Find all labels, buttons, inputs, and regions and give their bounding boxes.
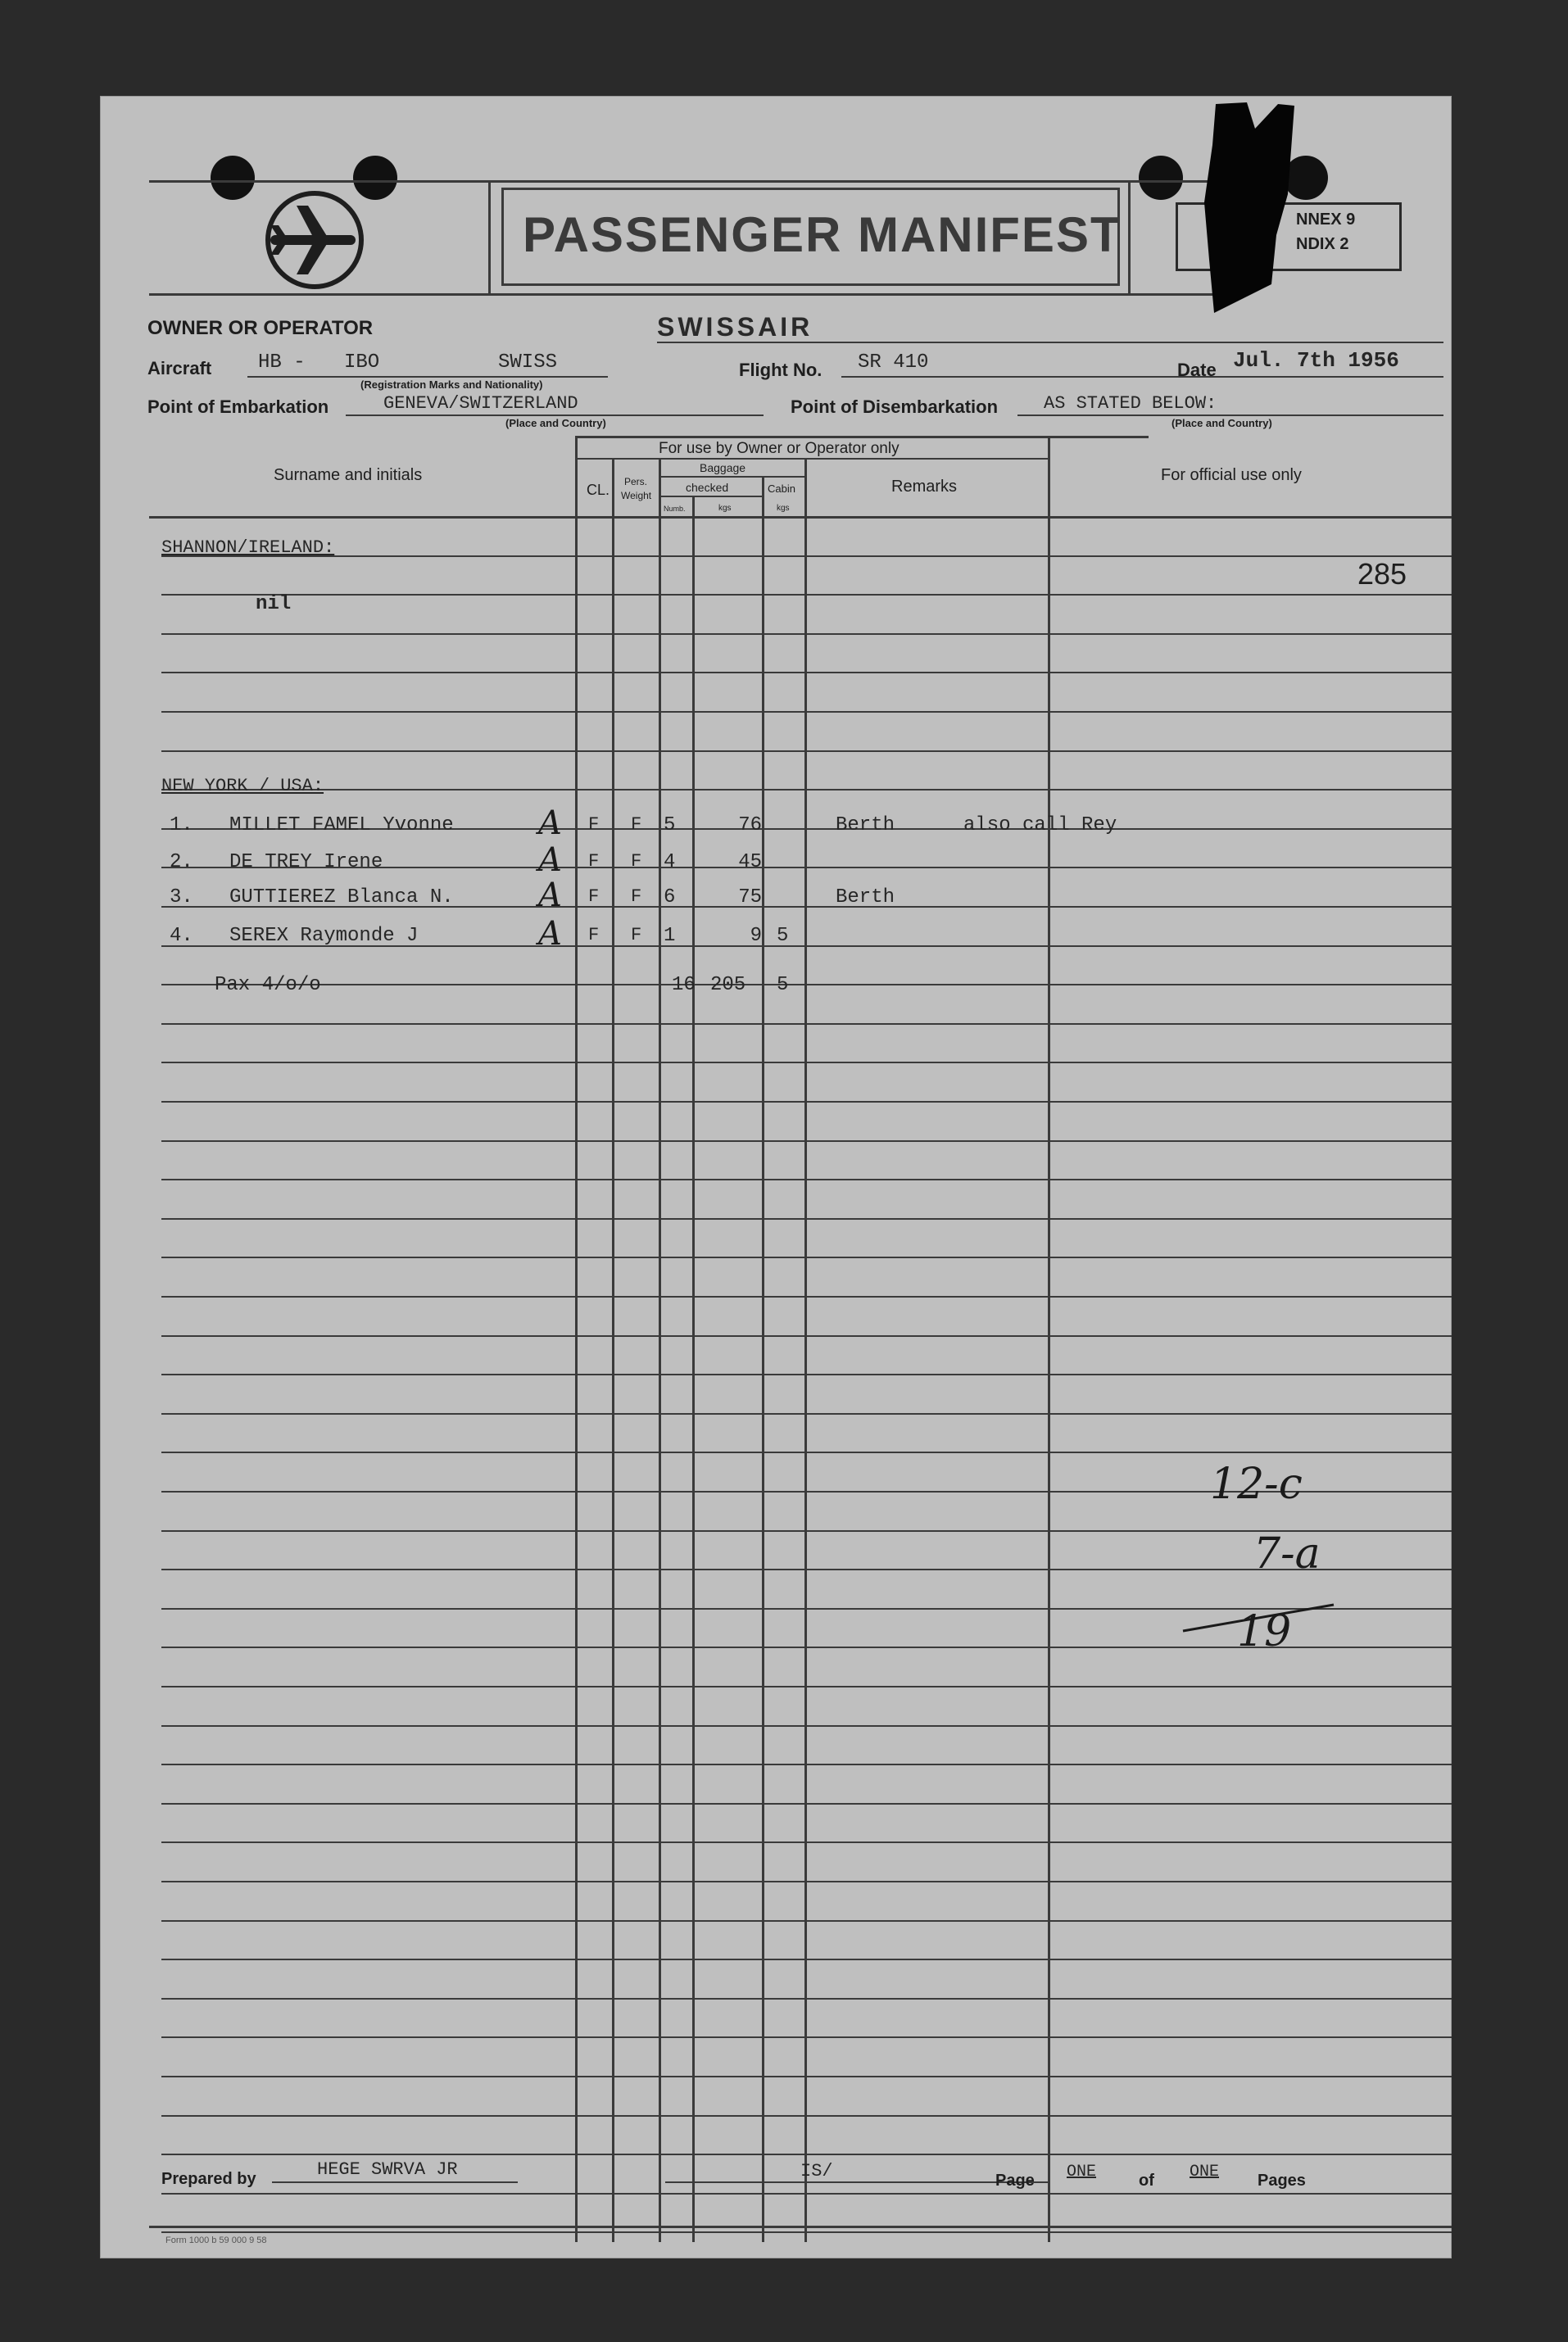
owner-use-sub-rule xyxy=(575,458,1050,460)
ruled-line xyxy=(161,1062,1452,1063)
official-header: For official use only xyxy=(1161,466,1302,484)
official-number: 285 xyxy=(1357,557,1407,591)
pax-number: 3. xyxy=(170,886,193,908)
pax-bag-count: 5 xyxy=(664,814,676,836)
ruled-line xyxy=(161,1335,1452,1337)
pax-official-note: also call Rey xyxy=(963,814,1117,836)
pages-label: Pages xyxy=(1258,2172,1306,2190)
pax-class: F xyxy=(588,925,600,945)
col-line-official xyxy=(1048,436,1050,2242)
ruled-line xyxy=(161,555,1452,557)
remarks-header: Remarks xyxy=(891,478,958,496)
pax-bag-count: 1 xyxy=(664,925,676,947)
aircraft-underline xyxy=(247,376,608,378)
page-value: ONE xyxy=(1067,2163,1097,2181)
initials-value: IS/ xyxy=(800,2161,833,2181)
baggage-header: Baggage xyxy=(700,461,746,474)
totals-kgs: 205 xyxy=(710,974,746,996)
flight-value: SR 410 xyxy=(858,351,929,374)
handwritten-line1: 12-c xyxy=(1210,1460,1303,1509)
ruled-line xyxy=(161,2154,1452,2155)
pax-name: GUTTIEREZ Blanca N. xyxy=(229,886,454,908)
pax-handwritten-mark: A xyxy=(538,841,562,879)
ruled-line xyxy=(161,750,1452,752)
handwritten-total: 19 xyxy=(1237,1607,1292,1656)
ruled-line xyxy=(161,789,1452,790)
aircraft-label: Aircraft xyxy=(147,358,212,378)
ruled-line xyxy=(161,1686,1452,1687)
totals-label: Pax 4/o/o xyxy=(215,974,321,996)
ruled-line xyxy=(149,516,1452,519)
pax-number: 1. xyxy=(170,814,193,836)
ruled-line xyxy=(161,711,1452,713)
pax-number: 4. xyxy=(170,925,193,947)
pers-weight-header-2: Weight xyxy=(621,490,652,501)
pax-weight: F xyxy=(631,814,642,835)
disembarkation-caption: (Place and Country) xyxy=(1171,417,1272,429)
pax-bag-kgs: 76 xyxy=(738,814,762,836)
embarkation-value: GENEVA/SWITZERLAND xyxy=(383,393,578,414)
baggage-rule xyxy=(659,476,807,478)
embarkation-underline xyxy=(346,414,764,416)
cabin-kgs-header: kgs xyxy=(777,504,790,513)
header-divider xyxy=(1128,182,1131,293)
pax-bag-kgs: 75 xyxy=(738,886,762,908)
date-label: Date xyxy=(1177,360,1217,380)
col-line-cabin xyxy=(762,478,764,2242)
initials-underline xyxy=(665,2181,1050,2183)
shannon-nil: nil xyxy=(256,593,292,615)
footer-rule xyxy=(149,2226,1452,2228)
pax-name: DE TREY Irene xyxy=(229,851,383,873)
ruled-line xyxy=(161,1803,1452,1805)
manifest-sheet xyxy=(100,96,1452,2258)
pax-class: F xyxy=(588,851,600,872)
col-line-numb xyxy=(659,460,661,2242)
section-shannon: SHANNON/IRELAND: xyxy=(161,537,335,558)
aircraft-prefix: HB - xyxy=(258,351,306,374)
pax-remarks: Berth xyxy=(836,886,895,908)
ruled-line xyxy=(161,672,1452,673)
pax-number: 2. xyxy=(170,851,193,873)
ruled-line xyxy=(161,1959,1452,1960)
ruled-line xyxy=(161,2076,1452,2077)
col-line-remarks xyxy=(804,460,807,2242)
owner-use-header: For use by Owner or Operator only xyxy=(659,440,900,457)
ruled-line xyxy=(161,1841,1452,1843)
header-bottom-rule xyxy=(149,293,1235,296)
pax-bag-count: 6 xyxy=(664,886,676,908)
tape-strip xyxy=(1198,96,1300,317)
embarkation-label: Point of Embarkation xyxy=(147,396,329,417)
pax-handwritten-mark: A xyxy=(538,877,562,914)
form-number: Form 1000 b 59 000 9 58 xyxy=(165,2236,267,2245)
cl-header: CL. xyxy=(587,482,610,498)
kgs-header: kgs xyxy=(718,504,732,513)
checked-header: checked xyxy=(686,481,729,494)
page-label: Page xyxy=(995,2172,1035,2190)
ruled-line xyxy=(161,594,1452,596)
ruled-line xyxy=(161,1179,1452,1180)
owner-use-top xyxy=(575,436,1149,438)
ruled-line xyxy=(161,1140,1452,1142)
pers-weight-header-1: Pers. xyxy=(624,476,648,487)
ruled-line xyxy=(161,2193,1452,2195)
annex-label: NNEX 9 xyxy=(1296,211,1356,229)
date-value: Jul. 7th 1956 xyxy=(1233,348,1399,373)
pax-weight: F xyxy=(631,886,642,907)
ruled-line xyxy=(161,1101,1452,1103)
col-line-cl xyxy=(575,436,578,2242)
ruled-line xyxy=(161,1023,1452,1025)
col-line-kgs xyxy=(692,496,695,2242)
prepared-label: Prepared by xyxy=(161,2170,256,2188)
page-title: PASSENGER MANIFEST xyxy=(523,207,1122,262)
pax-cabin-kgs: 5 xyxy=(777,925,789,947)
col-line-weight xyxy=(612,460,614,2242)
aircraft-caption: (Registration Marks and Nationality) xyxy=(360,378,543,391)
ruled-line xyxy=(161,1452,1452,1453)
surname-header: Surname and initials xyxy=(274,466,423,484)
disembarkation-underline xyxy=(1017,414,1443,416)
ruled-line xyxy=(161,633,1452,635)
ruled-line xyxy=(161,1764,1452,1765)
embarkation-caption: (Place and Country) xyxy=(505,417,606,429)
pax-bag-count: 4 xyxy=(664,851,676,873)
ruled-line xyxy=(161,1296,1452,1298)
cabin-header: Cabin xyxy=(768,482,795,495)
ruled-line xyxy=(161,1998,1452,2000)
punch-hole xyxy=(211,156,255,200)
ruled-line xyxy=(161,984,1452,985)
pax-weight: F xyxy=(631,925,642,945)
disembarkation-value: AS STATED BELOW: xyxy=(1044,393,1217,414)
of-label: of xyxy=(1139,2172,1154,2190)
ruled-line xyxy=(161,1725,1452,1727)
aircraft-nationality: SWISS xyxy=(498,351,558,374)
of-value: ONE xyxy=(1190,2163,1220,2181)
pax-handwritten-mark: A xyxy=(538,804,562,842)
pax-class: F xyxy=(588,814,600,835)
pax-remarks: Berth xyxy=(836,814,895,836)
aircraft-registration: IBO xyxy=(344,351,380,374)
disembarkation-label: Point of Disembarkation xyxy=(791,396,999,417)
ruled-line xyxy=(161,2231,1452,2233)
section-newyork: NEW YORK / USA: xyxy=(161,776,324,796)
ruled-line xyxy=(161,1374,1452,1375)
checked-rule xyxy=(659,496,764,497)
prepared-value: HEGE SWRVA JR xyxy=(317,2159,458,2180)
pax-weight: F xyxy=(631,851,642,872)
owner-value: SWISSAIR xyxy=(657,312,813,342)
owner-underline xyxy=(657,342,1443,343)
numb-header: Numb. xyxy=(664,505,686,513)
pax-name: MILLET FAMEL Yvonne xyxy=(229,814,454,836)
totals-numb: 16 xyxy=(672,974,696,996)
pax-bag-kgs: 45 xyxy=(738,851,762,873)
ruled-line xyxy=(161,2115,1452,2117)
totals-cabin: 5 xyxy=(777,974,789,996)
ruled-line xyxy=(161,1920,1452,1922)
ruled-line xyxy=(161,2036,1452,2038)
pax-handwritten-mark: A xyxy=(538,915,562,953)
appendix-label: NDIX 2 xyxy=(1296,235,1349,253)
date-underline xyxy=(1224,376,1443,378)
header-divider xyxy=(488,182,491,293)
pax-name: SEREX Raymonde J xyxy=(229,925,419,947)
ruled-line xyxy=(161,1218,1452,1220)
pax-bag-kgs: 9 xyxy=(750,925,762,947)
prepared-underline xyxy=(272,2181,518,2183)
ruled-line xyxy=(161,1257,1452,1258)
flight-label: Flight No. xyxy=(739,360,823,380)
owner-label: OWNER OR OPERATOR xyxy=(147,317,374,339)
header-top-rule xyxy=(149,180,1235,183)
pax-class: F xyxy=(588,886,600,907)
airplane-logo-icon xyxy=(264,189,365,291)
ruled-line xyxy=(161,1413,1452,1415)
punch-hole xyxy=(1139,156,1183,200)
handwritten-line2: 7-a xyxy=(1253,1529,1321,1579)
ruled-line xyxy=(161,1881,1452,1882)
